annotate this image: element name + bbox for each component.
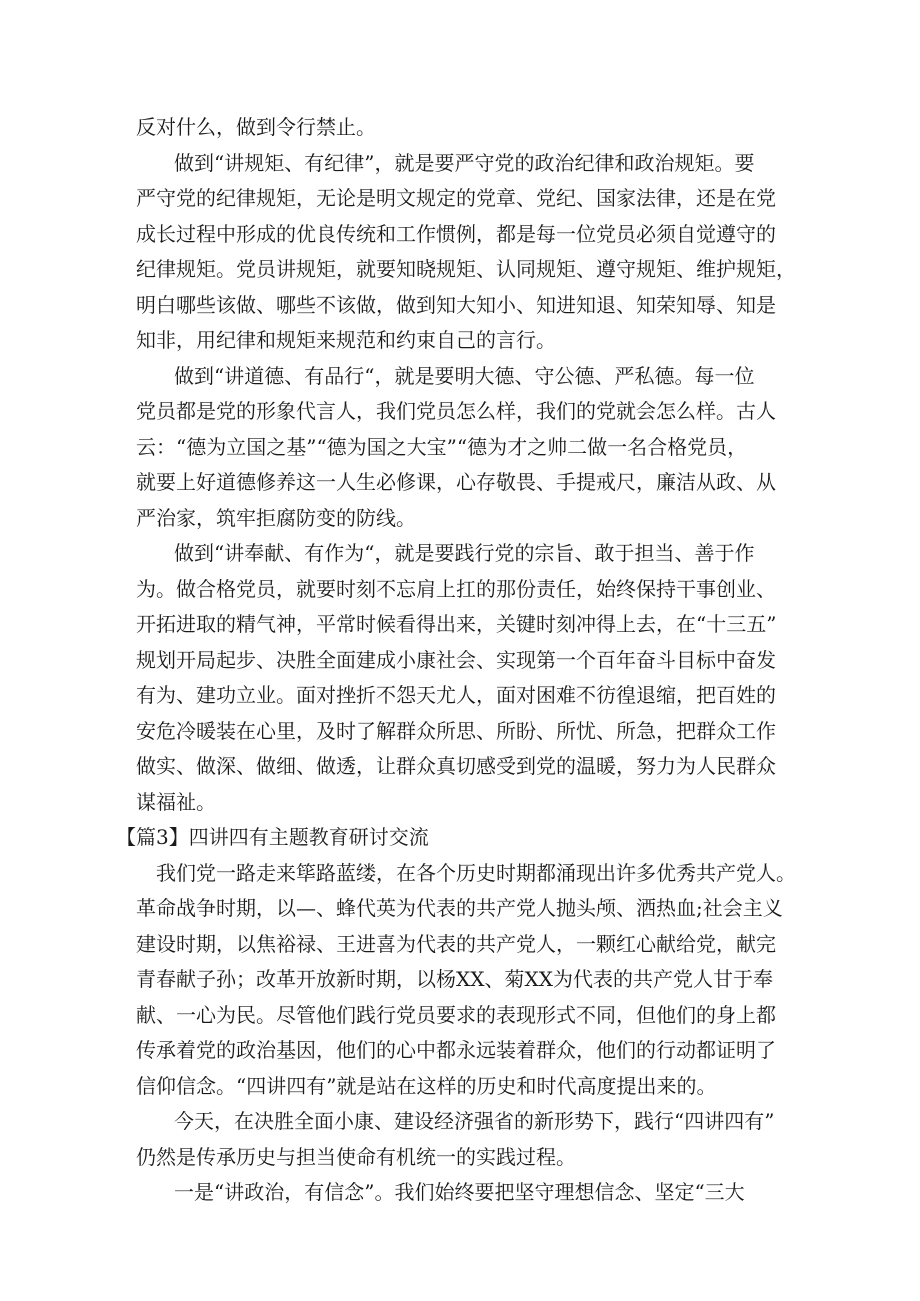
text-line: 一是“讲政治，有信念”。我们始终要把坚守理想信念、坚定“三大 <box>174 1180 745 1204</box>
text-line: 开拓进取的精气神，平常时候看得出来，关键时刻冲得上去，在“十三五” <box>136 612 777 636</box>
text-line: 反对什么，做到令行禁止。 <box>136 115 376 139</box>
text-line: 就要上好道德修养这一人生必修课，心存敬畏、手提戒尺，廉洁从政、从 <box>136 470 776 494</box>
text-line: 信仰信念。“四讲四有”就是站在这样的历史和时代高度提出来的。 <box>136 1073 717 1098</box>
text-line: 献、一心为民。尽管他们践行党员要求的表现形式不同，但他们的身上都 <box>136 1002 776 1027</box>
document-body <box>116 110 796 1211</box>
text-line: 严治家，筑牢拒腐防变的防线。 <box>136 505 416 530</box>
text-line: 建设时期，以焦裕禄、王进喜为代表的共产党人，一颗红心献给党，献完 <box>136 931 776 956</box>
text-line: 做实、做深、做细、做透，让群众真切感受到党的温暖，努力为人民群众 <box>136 754 776 778</box>
text-line: 规划开局起步、决胜全面建成小康社会、实现第一个百年奋斗目标中奋发 <box>136 647 776 672</box>
text-line: 有为、建功立业。面对挫折不怨天尤人，面对困难不彷徨退缩，把百姓的 <box>136 683 776 707</box>
text-line: 做到“讲奉献、有作为“，就是要践行党的宗旨、敢于担当、善于作 <box>174 541 755 565</box>
text-line: 今天，在决胜全面小康、建设经济强省的新形势下，践行“四讲四有” <box>174 1109 775 1133</box>
section-heading: 【篇3】四讲四有主题教育研讨交流 <box>116 825 429 849</box>
text-line: 严守党的纪律规矩，无论是明文规定的党章、党纪、国家法律，还是在党 <box>136 186 776 210</box>
text-line: 传承着党的政治基因，他们的心中都永远装着群众，他们的行动都证明了 <box>136 1038 776 1062</box>
text-line: 明白哪些该做、哪些不该做，做到知大知小、知进知退、知荣知辱、知是 <box>136 292 776 317</box>
text-line: 革命战争时期，以—、蜂代英为代表的共产党人抛头颅、洒热血;社会主义 <box>136 896 783 920</box>
text-line: 云：“德为立国之基”“德为国之大宝”“德为才之帅二做一名合格党员， <box>136 434 748 459</box>
text-line: 纪律规矩。党员讲规矩，就要知晓规矩、认同规矩、遵守规矩、维护规矩， <box>136 257 796 281</box>
text-line: 做到“讲规矩、有纪律”，就是要严守党的政治纪律和政治规矩。要 <box>174 150 755 175</box>
text-line: 成长过程中形成的优良传统和工作惯例，都是每一位党员必须自觉遵守的 <box>136 221 776 246</box>
text-line: 青春献子孙；改革开放新时期，以杨XX、菊XX为代表的共产党人甘于奉 <box>136 967 773 991</box>
text-line: 做到“讲道德、有品行“，就是要明大德、守公德、严私德。每一位 <box>174 363 755 388</box>
text-line: 党员都是党的形象代言人，我们党员怎么样，我们的党就会怎么样。古人 <box>136 399 776 423</box>
text-line: 谋福祉。 <box>136 789 216 814</box>
text-line: 安危冷暖装在心里，及时了解群众所思、所盼、所忧、所急，把群众工作 <box>136 718 776 743</box>
text-line: 仍然是传承历史与担当使命有机统一的实践过程。 <box>136 1144 576 1169</box>
text-line: 知非，用纪律和规矩来规范和约束自己的言行。 <box>136 328 556 352</box>
text-line: 我们党一路走来筚路蓝缕，在各个历史时期都涌现出许多优秀共产党人。 <box>156 860 796 885</box>
text-line: 为。做合格党员，就要时刻不忘肩上扛的那份责任，始终保持干事创业、 <box>136 576 776 601</box>
